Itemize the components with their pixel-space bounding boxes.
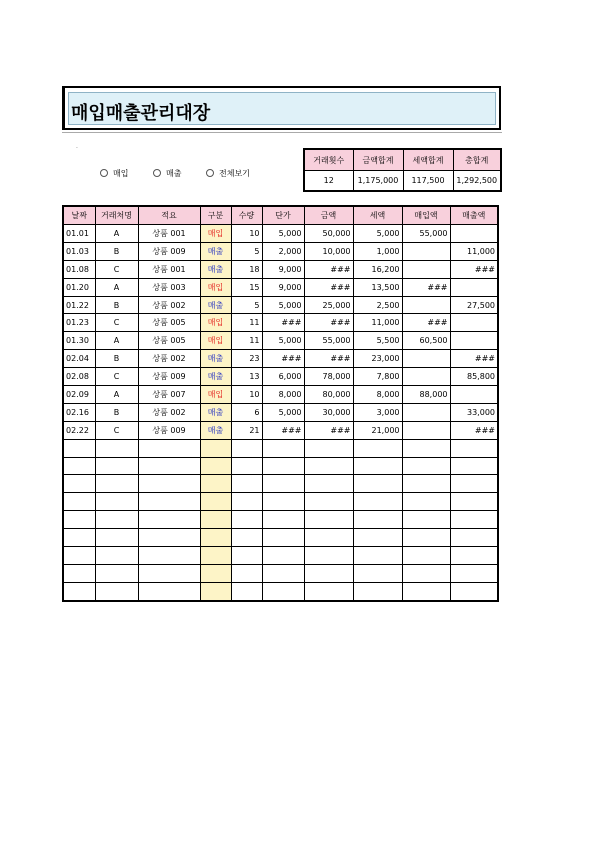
- ledger-cell-type[interactable]: [200, 439, 231, 457]
- ledger-cell-sales[interactable]: [450, 332, 498, 350]
- ledger-cell-purchase[interactable]: [402, 350, 450, 368]
- ledger-cell-client[interactable]: C: [95, 260, 138, 278]
- radio-icon[interactable]: [206, 169, 214, 177]
- ledger-cell-date[interactable]: [63, 564, 95, 582]
- ledger-cell-desc[interactable]: 상품 001: [138, 260, 200, 278]
- ledger-cell-purchase[interactable]: [402, 564, 450, 582]
- ledger-cell-tax[interactable]: 5,500: [353, 332, 402, 350]
- filter-sales[interactable]: [153, 166, 181, 180]
- ledger-cell-date[interactable]: 02.16: [63, 403, 95, 421]
- table-row: [63, 332, 498, 350]
- ledger-cell-date[interactable]: 01.08: [63, 260, 95, 278]
- ledger-cell-sales[interactable]: [450, 439, 498, 457]
- summary-value-row: [304, 171, 501, 192]
- ledger-cell-client[interactable]: [95, 457, 138, 475]
- table-row: [63, 242, 498, 260]
- ledger-cell-price[interactable]: [262, 547, 304, 565]
- ledger-cell-date[interactable]: 01.23: [63, 314, 95, 332]
- ledger-cell-desc[interactable]: 상품 007: [138, 386, 200, 404]
- ledger-cell-price[interactable]: [262, 475, 304, 493]
- ledger-cell-client[interactable]: [95, 493, 138, 511]
- ledger-cell-purchase[interactable]: [402, 242, 450, 260]
- table-row: [63, 260, 498, 278]
- ledger-cell-amount[interactable]: [304, 547, 353, 565]
- ledger-cell-tax[interactable]: 5,000: [353, 225, 402, 243]
- ledger-cell-tax[interactable]: 16,200: [353, 260, 402, 278]
- ledger-cell-type[interactable]: [200, 475, 231, 493]
- ledger-cell-price[interactable]: ###: [262, 314, 304, 332]
- ledger-cell-desc[interactable]: 상품 001: [138, 225, 200, 243]
- ledger-cell-client[interactable]: [95, 475, 138, 493]
- empty-row: [63, 564, 498, 582]
- ledger-cell-tax[interactable]: [353, 529, 402, 547]
- ledger-cell-desc[interactable]: [138, 457, 200, 475]
- ledger-cell-purchase[interactable]: [402, 457, 450, 475]
- ledger-cell-amount[interactable]: [304, 564, 353, 582]
- ledger-cell-amount[interactable]: ###: [304, 278, 353, 296]
- ledger-cell-desc[interactable]: 상품 003: [138, 278, 200, 296]
- ledger-cell-qty[interactable]: [231, 475, 262, 493]
- ledger-cell-client[interactable]: A: [95, 386, 138, 404]
- ledger-cell-date[interactable]: 01.22: [63, 296, 95, 314]
- ledger-cell-desc[interactable]: [138, 475, 200, 493]
- ledger-cell-purchase[interactable]: [402, 511, 450, 529]
- column-header: 날짜: [63, 206, 95, 225]
- ledger-cell-price[interactable]: 5,000: [262, 403, 304, 421]
- ledger-cell-client[interactable]: [95, 547, 138, 565]
- ledger-cell-desc[interactable]: [138, 529, 200, 547]
- ledger-cell-date[interactable]: 02.08: [63, 368, 95, 386]
- ledger-cell-amount[interactable]: 25,000: [304, 296, 353, 314]
- ledger-cell-price[interactable]: 5,000: [262, 296, 304, 314]
- ledger-cell-qty[interactable]: 23: [231, 350, 262, 368]
- ledger-cell-desc[interactable]: [138, 493, 200, 511]
- ledger-cell-desc[interactable]: 상품 005: [138, 314, 200, 332]
- ledger-cell-qty[interactable]: [231, 547, 262, 565]
- summary-header: 세액합계: [403, 149, 453, 171]
- ledger-cell-tax[interactable]: 3,000: [353, 403, 402, 421]
- summary-header-row: [304, 149, 501, 171]
- summary-value[interactable]: 1,175,000: [353, 171, 403, 192]
- ledger-cell-amount[interactable]: ###: [304, 260, 353, 278]
- ledger-cell-type[interactable]: 매입: [200, 386, 231, 404]
- ledger-cell-price[interactable]: 9,000: [262, 278, 304, 296]
- empty-row: [63, 439, 498, 457]
- ledger-cell-desc[interactable]: 상품 009: [138, 421, 200, 439]
- title-divider: [62, 132, 502, 133]
- ledger-cell-qty[interactable]: [231, 439, 262, 457]
- radio-icon[interactable]: [100, 169, 108, 177]
- ledger-cell-qty[interactable]: 11: [231, 314, 262, 332]
- ledger-cell-type[interactable]: [200, 547, 231, 565]
- ledger-cell-price[interactable]: [262, 457, 304, 475]
- filter-purchase[interactable]: [100, 166, 128, 180]
- ledger-cell-date[interactable]: [63, 493, 95, 511]
- table-row: [63, 403, 498, 421]
- ledger-cell-sales[interactable]: [450, 457, 498, 475]
- ledger-cell-price[interactable]: ###: [262, 421, 304, 439]
- ledger-cell-desc[interactable]: 상품 005: [138, 332, 200, 350]
- ledger-cell-sales[interactable]: ###: [450, 260, 498, 278]
- dot-mark: ·: [76, 145, 78, 152]
- ledger-cell-tax[interactable]: [353, 457, 402, 475]
- ledger-cell-type[interactable]: 매출: [200, 350, 231, 368]
- empty-row: [63, 475, 498, 493]
- ledger-cell-purchase[interactable]: 55,000: [402, 225, 450, 243]
- ledger-cell-tax[interactable]: [353, 582, 402, 600]
- ledger-cell-price[interactable]: 9,000: [262, 260, 304, 278]
- ledger-cell-date[interactable]: [63, 529, 95, 547]
- ledger-cell-purchase[interactable]: [402, 439, 450, 457]
- ledger-cell-price[interactable]: 8,000: [262, 386, 304, 404]
- column-header: 단가: [262, 206, 304, 225]
- ledger-cell-purchase[interactable]: [402, 582, 450, 600]
- ledger-cell-amount[interactable]: 10,000: [304, 242, 353, 260]
- summary-header: 금액합계: [353, 149, 403, 171]
- ledger-cell-qty[interactable]: 15: [231, 278, 262, 296]
- ledger-cell-price[interactable]: 2,000: [262, 242, 304, 260]
- ledger-cell-amount[interactable]: [304, 439, 353, 457]
- filter-label: 매출: [166, 168, 182, 178]
- ledger-cell-client[interactable]: [95, 511, 138, 529]
- ledger-cell-amount[interactable]: 50,000: [304, 225, 353, 243]
- ledger-cell-price[interactable]: [262, 529, 304, 547]
- ledger-cell-purchase[interactable]: [402, 529, 450, 547]
- ledger-cell-price[interactable]: [262, 511, 304, 529]
- empty-row: [63, 457, 498, 475]
- ledger-cell-date[interactable]: [63, 475, 95, 493]
- ledger-cell-purchase[interactable]: [402, 260, 450, 278]
- ledger-cell-purchase[interactable]: ###: [402, 278, 450, 296]
- ledger-cell-sales[interactable]: [450, 386, 498, 404]
- column-header: 매입액: [402, 206, 450, 225]
- ledger-cell-sales[interactable]: [450, 582, 498, 600]
- ledger-cell-date[interactable]: [63, 511, 95, 529]
- ledger-cell-tax[interactable]: 13,500: [353, 278, 402, 296]
- ledger-cell-client[interactable]: B: [95, 350, 138, 368]
- ledger-cell-desc[interactable]: 상품 009: [138, 368, 200, 386]
- column-header: 금액: [304, 206, 353, 225]
- filter-label: 전체보기: [219, 168, 250, 178]
- ledger-cell-amount[interactable]: 78,000: [304, 368, 353, 386]
- ledger-cell-amount[interactable]: [304, 457, 353, 475]
- title-box: [62, 86, 501, 130]
- ledger-cell-amount[interactable]: 55,000: [304, 332, 353, 350]
- ledger-cell-qty[interactable]: 18: [231, 260, 262, 278]
- ledger-cell-type[interactable]: [200, 511, 231, 529]
- empty-row: [63, 547, 498, 565]
- ledger-cell-amount[interactable]: [304, 475, 353, 493]
- table-row: [63, 314, 498, 332]
- ledger-cell-qty[interactable]: [231, 582, 262, 600]
- ledger-cell-date[interactable]: 01.20: [63, 278, 95, 296]
- ledger-cell-price[interactable]: [262, 582, 304, 600]
- ledger-cell-date[interactable]: [63, 582, 95, 600]
- ledger-cell-qty[interactable]: 11: [231, 332, 262, 350]
- ledger-cell-type[interactable]: 매출: [200, 296, 231, 314]
- ledger-cell-qty[interactable]: 21: [231, 421, 262, 439]
- ledger-cell-sales[interactable]: 85,800: [450, 368, 498, 386]
- ledger-cell-sales[interactable]: [450, 529, 498, 547]
- ledger-cell-desc[interactable]: [138, 564, 200, 582]
- ledger-cell-client[interactable]: A: [95, 225, 138, 243]
- ledger-cell-sales[interactable]: [450, 564, 498, 582]
- ledger-cell-amount[interactable]: [304, 511, 353, 529]
- ledger-cell-tax[interactable]: [353, 493, 402, 511]
- ledger-cell-price[interactable]: ###: [262, 350, 304, 368]
- column-header: 세액: [353, 206, 402, 225]
- ledger-cell-purchase[interactable]: [402, 475, 450, 493]
- ledger-cell-qty[interactable]: [231, 529, 262, 547]
- column-header: 매출액: [450, 206, 498, 225]
- ledger-cell-qty[interactable]: 10: [231, 386, 262, 404]
- table-row: [63, 386, 498, 404]
- ledger-cell-amount[interactable]: ###: [304, 314, 353, 332]
- ledger-cell-price[interactable]: [262, 439, 304, 457]
- ledger-cell-purchase[interactable]: [402, 547, 450, 565]
- filter-all[interactable]: [206, 166, 250, 180]
- ledger-cell-desc[interactable]: 상품 002: [138, 296, 200, 314]
- ledger-cell-sales[interactable]: [450, 278, 498, 296]
- column-header: 구분: [200, 206, 231, 225]
- summary-header: 거래횟수: [304, 149, 353, 171]
- ledger-cell-tax[interactable]: 21,000: [353, 421, 402, 439]
- ledger-cell-purchase[interactable]: [402, 403, 450, 421]
- ledger-cell-purchase[interactable]: [402, 296, 450, 314]
- ledger-cell-type[interactable]: 매출: [200, 421, 231, 439]
- ledger-cell-qty[interactable]: 5: [231, 242, 262, 260]
- ledger-cell-price[interactable]: [262, 564, 304, 582]
- ledger-cell-client[interactable]: [95, 564, 138, 582]
- ledger-cell-date[interactable]: [63, 439, 95, 457]
- ledger-cell-client[interactable]: [95, 529, 138, 547]
- ledger-cell-client[interactable]: A: [95, 332, 138, 350]
- filter-label: 매입: [113, 168, 129, 178]
- ledger-cell-tax[interactable]: [353, 439, 402, 457]
- table-row: [63, 278, 498, 296]
- ledger-cell-type[interactable]: [200, 529, 231, 547]
- ledger-cell-client[interactable]: C: [95, 368, 138, 386]
- empty-row: [63, 493, 498, 511]
- ledger-cell-tax[interactable]: [353, 511, 402, 529]
- ledger-cell-price[interactable]: 5,000: [262, 332, 304, 350]
- summary-value[interactable]: 1,292,500: [453, 171, 501, 192]
- table-row: [63, 350, 498, 368]
- ledger-cell-purchase[interactable]: 60,500: [402, 332, 450, 350]
- ledger-cell-sales[interactable]: [450, 547, 498, 565]
- ledger-cell-type[interactable]: 매출: [200, 403, 231, 421]
- ledger-cell-client[interactable]: C: [95, 314, 138, 332]
- ledger-cell-type[interactable]: 매출: [200, 242, 231, 260]
- ledger-cell-sales[interactable]: 27,500: [450, 296, 498, 314]
- table-row: [63, 421, 498, 439]
- ledger-cell-client[interactable]: A: [95, 278, 138, 296]
- ledger-cell-purchase[interactable]: [402, 368, 450, 386]
- ledger-cell-purchase[interactable]: 88,000: [402, 386, 450, 404]
- ledger-cell-client[interactable]: [95, 439, 138, 457]
- empty-row: [63, 511, 498, 529]
- ledger-cell-qty[interactable]: [231, 457, 262, 475]
- ledger-cell-type[interactable]: 매입: [200, 278, 231, 296]
- ledger-cell-client[interactable]: B: [95, 242, 138, 260]
- ledger-cell-sales[interactable]: [450, 475, 498, 493]
- ledger-cell-tax[interactable]: 7,800: [353, 368, 402, 386]
- ledger-cell-date[interactable]: 01.01: [63, 225, 95, 243]
- ledger-cell-purchase[interactable]: ###: [402, 314, 450, 332]
- ledger-cell-price[interactable]: [262, 493, 304, 511]
- ledger-cell-amount[interactable]: [304, 582, 353, 600]
- ledger-cell-tax[interactable]: 1,000: [353, 242, 402, 260]
- ledger-cell-sales[interactable]: ###: [450, 421, 498, 439]
- ledger-cell-desc[interactable]: 상품 009: [138, 242, 200, 260]
- empty-row: [63, 582, 498, 600]
- ledger-cell-sales[interactable]: 33,000: [450, 403, 498, 421]
- ledger-header-row: [63, 206, 498, 225]
- ledger-cell-qty[interactable]: 6: [231, 403, 262, 421]
- ledger-cell-tax[interactable]: 8,000: [353, 386, 402, 404]
- ledger-cell-date[interactable]: 01.03: [63, 242, 95, 260]
- ledger-cell-desc[interactable]: [138, 439, 200, 457]
- ledger-cell-sales[interactable]: 11,000: [450, 242, 498, 260]
- ledger-cell-type[interactable]: 매입: [200, 225, 231, 243]
- ledger-cell-date[interactable]: 02.22: [63, 421, 95, 439]
- ledger-cell-sales[interactable]: [450, 225, 498, 243]
- ledger-cell-amount[interactable]: ###: [304, 350, 353, 368]
- ledger-cell-qty[interactable]: [231, 511, 262, 529]
- ledger-cell-desc[interactable]: [138, 582, 200, 600]
- ledger-cell-desc[interactable]: 상품 002: [138, 350, 200, 368]
- ledger-cell-qty[interactable]: 13: [231, 368, 262, 386]
- ledger-cell-sales[interactable]: [450, 511, 498, 529]
- column-header: 수량: [231, 206, 262, 225]
- ledger-cell-amount[interactable]: ###: [304, 421, 353, 439]
- ledger-cell-type[interactable]: 매입: [200, 332, 231, 350]
- ledger-cell-date[interactable]: 02.04: [63, 350, 95, 368]
- ledger-cell-sales[interactable]: [450, 493, 498, 511]
- ledger-cell-date[interactable]: [63, 547, 95, 565]
- table-row: [63, 296, 498, 314]
- ledger-cell-type[interactable]: 매출: [200, 260, 231, 278]
- ledger-cell-tax[interactable]: [353, 475, 402, 493]
- ledger-cell-type[interactable]: [200, 582, 231, 600]
- ledger-cell-tax[interactable]: 2,500: [353, 296, 402, 314]
- ledger-cell-tax[interactable]: 11,000: [353, 314, 402, 332]
- ledger-cell-type[interactable]: 매입: [200, 314, 231, 332]
- ledger-cell-purchase[interactable]: [402, 493, 450, 511]
- summary-table: [303, 148, 502, 192]
- ledger-cell-amount[interactable]: [304, 493, 353, 511]
- ledger-cell-type[interactable]: 매출: [200, 368, 231, 386]
- summary-value[interactable]: 12: [304, 171, 353, 192]
- ledger-cell-client[interactable]: B: [95, 403, 138, 421]
- column-header: 적요: [138, 206, 200, 225]
- ledger-cell-qty[interactable]: [231, 493, 262, 511]
- column-header: 거래처명: [95, 206, 138, 225]
- ledger-cell-tax[interactable]: [353, 564, 402, 582]
- radio-icon[interactable]: [153, 169, 161, 177]
- ledger-cell-tax[interactable]: 23,000: [353, 350, 402, 368]
- ledger-cell-date[interactable]: 02.09: [63, 386, 95, 404]
- empty-row: [63, 529, 498, 547]
- ledger-cell-client[interactable]: C: [95, 421, 138, 439]
- ledger-cell-date[interactable]: 01.30: [63, 332, 95, 350]
- ledger-cell-desc[interactable]: [138, 547, 200, 565]
- ledger-cell-desc[interactable]: [138, 511, 200, 529]
- summary-value[interactable]: 117,500: [403, 171, 453, 192]
- page-title: 매입매출관리대장: [71, 103, 211, 124]
- ledger-cell-price[interactable]: 5,000: [262, 225, 304, 243]
- ledger-cell-client[interactable]: B: [95, 296, 138, 314]
- ledger-cell-qty[interactable]: 10: [231, 225, 262, 243]
- summary-header: 총합계: [453, 149, 501, 171]
- table-row: [63, 368, 498, 386]
- ledger-cell-qty[interactable]: [231, 564, 262, 582]
- ledger-cell-amount[interactable]: 80,000: [304, 386, 353, 404]
- ledger-cell-amount[interactable]: 30,000: [304, 403, 353, 421]
- ledger-cell-tax[interactable]: [353, 547, 402, 565]
- ledger-cell-sales[interactable]: ###: [450, 350, 498, 368]
- ledger-cell-amount[interactable]: [304, 529, 353, 547]
- ledger-cell-type[interactable]: [200, 457, 231, 475]
- ledger-cell-qty[interactable]: 5: [231, 296, 262, 314]
- ledger-cell-price[interactable]: 6,000: [262, 368, 304, 386]
- ledger-cell-sales[interactable]: [450, 314, 498, 332]
- ledger-cell-type[interactable]: [200, 493, 231, 511]
- ledger-cell-client[interactable]: [95, 582, 138, 600]
- table-row: [63, 225, 498, 243]
- title-fill: [68, 92, 496, 125]
- ledger-cell-purchase[interactable]: [402, 421, 450, 439]
- ledger-cell-date[interactable]: [63, 457, 95, 475]
- ledger-cell-desc[interactable]: 상품 002: [138, 403, 200, 421]
- ledger-cell-type[interactable]: [200, 564, 231, 582]
- ledger-table: [62, 205, 499, 602]
